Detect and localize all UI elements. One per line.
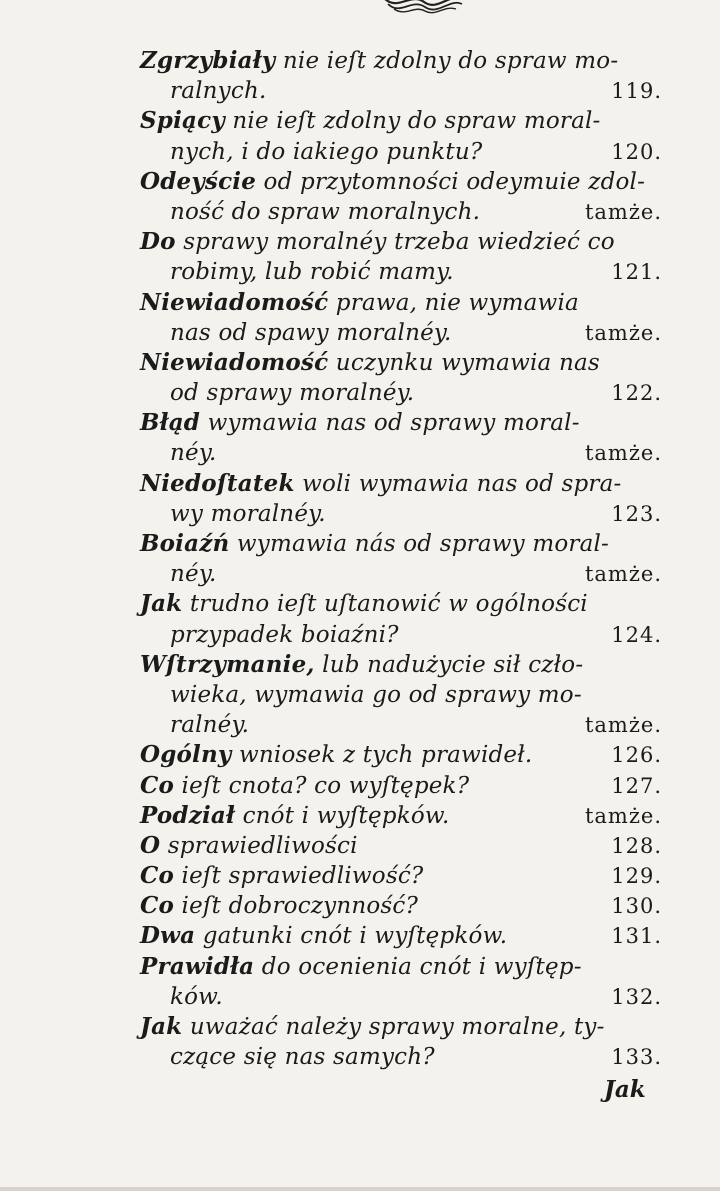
page-number: 127. bbox=[611, 773, 662, 798]
index-entry-continuation bbox=[132, 680, 692, 710]
index-entry-heading bbox=[132, 1012, 692, 1042]
index-entry-text: Do sprawy moralnéy trzeba wiedzieć co bbox=[140, 228, 615, 256]
index-entry-first-word: Ogólny bbox=[140, 741, 232, 769]
index-entry-heading bbox=[132, 589, 692, 619]
index-entry-text: ność do spraw moralnych. bbox=[170, 198, 481, 225]
index-entry-first-word: Prawidła bbox=[140, 952, 255, 980]
index-entry-heading bbox=[132, 861, 692, 891]
index-entry-text: Co ieſt cnota? co wyſtępek? bbox=[140, 771, 470, 799]
index-entry-first-word: Niedoſtatek bbox=[140, 469, 295, 497]
index-entry bbox=[132, 167, 692, 227]
index-entry-heading bbox=[132, 891, 692, 921]
index-entry-heading bbox=[132, 167, 692, 197]
index-entry-text: Niedoſtatek woli wymawia nas od spra- bbox=[140, 469, 622, 497]
index-entry-heading bbox=[132, 288, 692, 318]
index-entry-first-word: Podział bbox=[140, 801, 236, 829]
page-number: tamże. bbox=[584, 562, 662, 587]
index-entry-continuation bbox=[132, 559, 692, 589]
index-entry-continuation bbox=[132, 318, 692, 348]
index-entry-first-word: Jak bbox=[140, 590, 183, 618]
index-entry-first-word: Wſtrzymanie, bbox=[140, 650, 315, 678]
page-number: 133. bbox=[611, 1045, 662, 1070]
index-entry-text: Prawidła do ocenienia cnót i wyſtęp- bbox=[140, 952, 582, 980]
index-entry-heading bbox=[132, 650, 692, 680]
index-entry-heading bbox=[132, 46, 692, 76]
page-number: 131. bbox=[611, 924, 662, 949]
page-number: 122. bbox=[611, 381, 662, 406]
index-entry bbox=[132, 46, 692, 106]
index-entry-heading bbox=[132, 227, 692, 257]
index-entry bbox=[132, 891, 692, 921]
index-entry-continuation bbox=[132, 378, 692, 408]
index-entry-continuation bbox=[132, 257, 692, 287]
index-entry-first-word: Niewiadomość bbox=[140, 348, 329, 376]
page-number: tamże. bbox=[584, 320, 662, 345]
index-entry-continuation bbox=[132, 499, 692, 529]
index-entry-heading bbox=[132, 771, 692, 801]
index-entry-continuation bbox=[132, 620, 692, 650]
index-entry bbox=[132, 831, 692, 861]
index-entry-continuation bbox=[132, 982, 692, 1012]
index-entry-first-word: Co bbox=[140, 892, 175, 920]
index-entry bbox=[132, 1012, 692, 1072]
index-entry-text: néy. bbox=[170, 440, 217, 467]
index-entry-first-word: Odeyście bbox=[140, 167, 257, 195]
index-entry-text: Co ieſt sprawiedliwość? bbox=[140, 862, 424, 890]
index-entry-heading bbox=[132, 408, 692, 438]
index-entry-text: ków. bbox=[170, 983, 223, 1010]
index-entry-text: Niewiadomość prawa, nie wymawia bbox=[140, 288, 579, 316]
index-entry-text: Dwa gatunki cnót i wyſtępków. bbox=[140, 922, 508, 950]
index-entry-continuation bbox=[132, 438, 692, 468]
page-number: 132. bbox=[611, 984, 662, 1009]
page-number: tamże. bbox=[584, 199, 662, 224]
index-entry-text: wieka, wymawia go od sprawy mo- bbox=[170, 681, 582, 708]
index-entry-heading bbox=[132, 348, 692, 378]
index-entry-text: ralnych. bbox=[170, 78, 267, 105]
index-entry-text: Wſtrzymanie, lub nadużycie sił czło- bbox=[140, 650, 584, 678]
index-entry-text: Zgrzybiały nie ieſt zdolny do spraw mo- bbox=[140, 47, 619, 74]
index-entry-text: Co ieſt dobroczynność? bbox=[140, 892, 419, 920]
index-entry-text: robimy, lub robić mamy. bbox=[170, 259, 454, 286]
index-entry-heading bbox=[132, 921, 692, 951]
page-number: tamże. bbox=[584, 713, 662, 738]
page-number: 123. bbox=[611, 501, 662, 526]
index-entry-first-word: Dwa bbox=[140, 922, 196, 950]
index-entry-first-word: Błąd bbox=[140, 409, 201, 437]
page-number: tamże. bbox=[584, 803, 662, 828]
index-entry-first-word: Do bbox=[140, 228, 176, 256]
index-entry bbox=[132, 921, 692, 951]
index-entry-text: Podział cnót i wyſtępków. bbox=[140, 801, 450, 829]
index-entry-text: Ogólny wniosek z tych prawideł. bbox=[140, 741, 533, 769]
index-entry-first-word: Niewiadomość bbox=[140, 288, 329, 316]
index-entry bbox=[132, 801, 692, 831]
index-entry-heading bbox=[132, 801, 692, 831]
index-entry-first-word: Co bbox=[140, 862, 175, 890]
index-entry bbox=[132, 740, 692, 770]
index-entry-text: Spiący nie ieſt zdolny do spraw moral- bbox=[140, 107, 601, 135]
index-entry-first-word: Boiaźń bbox=[140, 530, 230, 557]
index-entry-first-word: Zgrzybiały bbox=[140, 47, 276, 74]
index-entry-first-word: Co bbox=[140, 771, 175, 799]
index-entry-continuation bbox=[132, 710, 692, 740]
index-entry-text: néy. bbox=[170, 561, 217, 588]
index-entry-text: Jak trudno ieſt uſtanowić w ogólności bbox=[140, 590, 588, 618]
page-number: 120. bbox=[611, 139, 662, 164]
index-entry-heading bbox=[132, 952, 692, 982]
index-entry-text: nych, i do iakiego punktu? bbox=[170, 138, 483, 165]
index-list bbox=[132, 46, 692, 1072]
index-entry bbox=[132, 469, 692, 529]
index-entry-text: Niewiadomość uczynku wymawia nas bbox=[140, 348, 600, 376]
index-entry bbox=[132, 650, 692, 741]
index-entry-heading bbox=[132, 831, 692, 861]
page-number: 130. bbox=[611, 894, 662, 919]
index-entry-text: nas od spawy moralnéy. bbox=[170, 319, 452, 346]
index-entry-heading bbox=[132, 740, 692, 770]
page-number: 128. bbox=[611, 833, 662, 858]
index-entry-text: od sprawy moralnéy. bbox=[170, 380, 415, 407]
index-entry-continuation bbox=[132, 137, 692, 167]
index-entry-text: Odeyście od przytomności odeymuie zdol- bbox=[140, 167, 646, 195]
index-entry-text: czące się nas samych? bbox=[170, 1044, 435, 1071]
page-number: 119. bbox=[611, 79, 662, 104]
page-number: tamże. bbox=[584, 441, 662, 466]
index-entry-first-word: O bbox=[140, 831, 161, 859]
index-entry bbox=[132, 106, 692, 166]
index-entry-text: Błąd wymawia nas od sprawy moral- bbox=[140, 409, 580, 437]
page-number: 121. bbox=[611, 260, 662, 285]
index-entry bbox=[132, 288, 692, 348]
header-ornament-icon bbox=[380, 0, 470, 18]
page-number: 126. bbox=[611, 743, 662, 768]
page-edge bbox=[0, 1187, 720, 1191]
index-entry-continuation bbox=[132, 1042, 692, 1072]
page-number: 124. bbox=[611, 622, 662, 647]
index-entry-text: Boiaźń wymawia nás od sprawy moral- bbox=[140, 530, 610, 557]
index-entry-text: Jak uważać należy sprawy moralne, ty- bbox=[140, 1013, 605, 1040]
catchword: Jak bbox=[604, 1076, 646, 1103]
index-entry-text: ralnéy. bbox=[170, 712, 250, 739]
index-entry bbox=[132, 408, 692, 468]
index-entry bbox=[132, 952, 692, 1012]
index-entry bbox=[132, 861, 692, 891]
index-entry-heading bbox=[132, 469, 692, 499]
index-entry-text: wy moralnéy. bbox=[170, 500, 326, 527]
index-entry bbox=[132, 348, 692, 408]
index-entry bbox=[132, 771, 692, 801]
index-entry-continuation bbox=[132, 197, 692, 227]
index-entry bbox=[132, 589, 692, 649]
index-entry-first-word: Spiący bbox=[140, 107, 225, 135]
page-number: 129. bbox=[611, 864, 662, 889]
index-entry-heading bbox=[132, 529, 692, 559]
index-entry-continuation bbox=[132, 76, 692, 106]
index-entry-text: przypadek boiaźni? bbox=[170, 621, 399, 648]
index-entry bbox=[132, 227, 692, 287]
index-entry bbox=[132, 529, 692, 589]
index-entry-first-word: Jak bbox=[140, 1013, 183, 1040]
index-entry-text: O sprawiedliwości bbox=[140, 831, 358, 859]
index-entry-heading bbox=[132, 106, 692, 136]
